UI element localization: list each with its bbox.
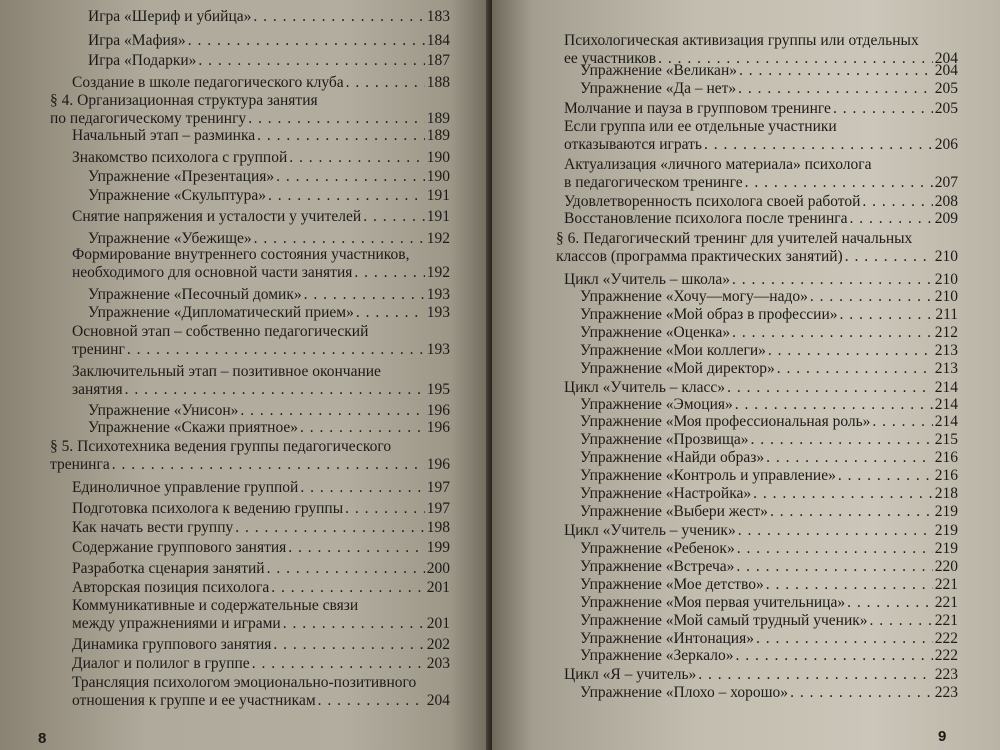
toc-entry bbox=[88, 8, 450, 26]
toc-entry-page: 200 bbox=[426, 560, 450, 577]
toc-entry bbox=[72, 479, 450, 497]
toc-entry-page: 203 bbox=[426, 655, 450, 672]
toc-entry-page: 184 bbox=[426, 32, 450, 49]
toc-entry-page: 222 bbox=[934, 647, 958, 664]
toc-entry-page: 207 bbox=[934, 174, 958, 191]
toc-entry-title: Упражнение «Песочный домик» bbox=[88, 286, 302, 303]
toc-entry-page: 189 bbox=[426, 127, 450, 144]
toc-entry-title-continued: классов (программа практических занятий) bbox=[556, 248, 843, 265]
toc-entry-page: 219 bbox=[934, 540, 958, 557]
toc-entry bbox=[88, 402, 450, 420]
toc-entry-title: Психологическая активизация группы или отдельных bbox=[564, 32, 919, 49]
toc-entry-page: 196 bbox=[426, 456, 450, 473]
toc-entry-page: 188 bbox=[426, 74, 450, 91]
toc-entry bbox=[88, 187, 450, 205]
dot-leader bbox=[698, 666, 932, 684]
toc-entry-page: 196 bbox=[426, 419, 450, 436]
toc-entry-page: 197 bbox=[426, 479, 450, 496]
toc-entry-title: Единоличное управление группой bbox=[72, 479, 299, 496]
dot-leader bbox=[862, 193, 932, 211]
toc-entry-title: Упражнение «Прозвища» bbox=[580, 431, 749, 448]
toc-entry bbox=[564, 379, 958, 397]
toc-entry-page: 221 bbox=[934, 594, 958, 611]
toc-entry bbox=[72, 149, 450, 167]
dot-leader bbox=[737, 540, 933, 558]
toc-entry-page: 190 bbox=[426, 168, 450, 185]
dot-leader bbox=[288, 539, 424, 557]
dot-leader bbox=[751, 431, 933, 449]
toc-entry-title: Упражнение «Унисон» bbox=[88, 402, 239, 419]
toc-entry-title: Заключительный этап – позитивное окончание bbox=[72, 363, 381, 380]
left-page-number: 8 bbox=[38, 730, 47, 747]
toc-entry-title-continued: по педагогическому тренингу bbox=[50, 110, 247, 127]
dot-leader bbox=[833, 100, 933, 118]
toc-entry bbox=[72, 74, 450, 92]
toc-entry bbox=[580, 80, 958, 98]
toc-entry-page: 211 bbox=[935, 306, 958, 323]
dot-leader bbox=[845, 248, 933, 266]
toc-entry-title-continued: отношения к группе и ее участникам bbox=[72, 692, 316, 709]
toc-entry bbox=[564, 193, 958, 211]
toc-entry-title: § 6. Педагогический тренинг для учителей начальных bbox=[556, 230, 913, 247]
toc-entry-title: Упражнение «Скульптура» bbox=[88, 187, 267, 204]
toc-entry-page: 197 bbox=[426, 500, 450, 517]
toc-entry bbox=[580, 485, 958, 503]
toc-entry-page: 205 bbox=[934, 80, 958, 97]
toc-entry bbox=[72, 597, 450, 633]
toc-entry bbox=[72, 539, 450, 557]
dot-leader bbox=[271, 579, 425, 597]
toc-entry-title: Формирование внутреннего состояния участников, bbox=[72, 246, 410, 263]
dot-leader bbox=[770, 503, 933, 521]
toc-entry-title: Диалог и полилог в группе bbox=[72, 655, 250, 672]
toc-entry-title: Цикл «Я – учитель» bbox=[564, 666, 697, 683]
toc-entry-page: 222 bbox=[934, 630, 958, 647]
dot-leader bbox=[847, 594, 933, 612]
toc-entry-title-continued: необходимого для основной части занятия bbox=[72, 264, 353, 281]
toc-entry bbox=[580, 342, 958, 360]
dot-leader bbox=[756, 630, 933, 648]
dot-leader bbox=[198, 52, 424, 70]
toc-entry-title: Упражнение «Моя профессиональная роль» bbox=[580, 413, 871, 430]
toc-entry-title-continued: ее участников bbox=[564, 50, 657, 67]
toc-entry-title: Упражнение «Зеркало» bbox=[580, 647, 734, 664]
dot-leader bbox=[727, 379, 933, 397]
dot-leader bbox=[704, 136, 933, 154]
dot-leader bbox=[872, 413, 932, 431]
toc-entry-title: Игра «Мафия» bbox=[88, 32, 186, 49]
dot-leader bbox=[283, 615, 425, 633]
toc-entry-title: Упражнение «Настройка» bbox=[580, 485, 752, 502]
toc-entry-page: 209 bbox=[934, 210, 958, 227]
toc-entry-title: Знакомство психолога с группой bbox=[72, 149, 288, 166]
toc-entry-page: 223 bbox=[934, 666, 958, 683]
toc-entry bbox=[580, 558, 958, 576]
toc-entry-title-continued: отказываются играть bbox=[564, 136, 702, 153]
toc-entry-title: Цикл «Учитель – класс» bbox=[564, 379, 726, 396]
toc-entry-title-continued: тренинга bbox=[50, 456, 110, 473]
toc-entry bbox=[564, 522, 958, 540]
toc-entry-title: Динамика группового занятия bbox=[72, 636, 272, 653]
toc-entry-page: 221 bbox=[934, 576, 958, 593]
toc-entry bbox=[580, 630, 958, 648]
toc-entry-title: Начальный этап – разминка bbox=[72, 127, 256, 144]
toc-entry bbox=[580, 306, 958, 324]
toc-entry bbox=[50, 438, 450, 474]
toc-entry-title: Упражнение «Хочу—могу—надо» bbox=[580, 288, 808, 305]
toc-entry-page: 214 bbox=[934, 413, 958, 430]
toc-entry-title: Удовлетворенность психолога своей работой bbox=[564, 193, 861, 210]
toc-entry-title: Упражнение «Мой директор» bbox=[580, 360, 775, 377]
dot-leader bbox=[112, 456, 425, 474]
toc-entry-page: 205 bbox=[934, 100, 958, 117]
dot-leader bbox=[235, 519, 424, 537]
dot-leader bbox=[790, 684, 933, 702]
toc-entry bbox=[564, 156, 958, 192]
toc-entry bbox=[580, 540, 958, 558]
dot-leader bbox=[738, 80, 933, 98]
toc-entry bbox=[72, 500, 450, 518]
toc-entry-title: Молчание и пауза в групповом тренинге bbox=[564, 100, 831, 117]
toc-entry-title: § 4. Организационная структура занятия bbox=[50, 92, 318, 109]
dot-leader bbox=[738, 522, 933, 540]
dot-leader bbox=[300, 419, 425, 437]
dot-leader bbox=[304, 286, 425, 304]
toc-entry-page: 201 bbox=[426, 615, 450, 632]
toc-entry-page: 208 bbox=[934, 193, 958, 210]
toc-entry-title: Упражнение «Убежище» bbox=[88, 230, 252, 247]
toc-entry-page: 192 bbox=[426, 230, 450, 247]
toc-entry bbox=[88, 52, 450, 70]
toc-entry bbox=[72, 246, 450, 282]
toc-entry-page: 193 bbox=[426, 286, 450, 303]
toc-entry bbox=[88, 304, 450, 322]
toc-entry-title: Упражнение «Интонация» bbox=[580, 630, 754, 647]
toc-entry bbox=[580, 612, 958, 630]
toc-entry-title-continued: тренинг bbox=[72, 341, 125, 358]
toc-entry bbox=[580, 288, 958, 306]
toc-entry bbox=[564, 118, 958, 154]
dot-leader bbox=[735, 647, 932, 665]
toc-entry bbox=[72, 323, 450, 359]
toc-entry-title: Упражнение «Мой самый трудный ученик» bbox=[580, 612, 868, 629]
dot-leader bbox=[257, 127, 425, 145]
dot-leader bbox=[248, 110, 425, 128]
toc-entry-page: 220 bbox=[934, 558, 958, 575]
toc-entry bbox=[72, 127, 450, 145]
dot-leader bbox=[273, 636, 424, 654]
dot-leader bbox=[732, 324, 933, 342]
dot-leader bbox=[735, 396, 933, 414]
toc-entry bbox=[88, 168, 450, 186]
toc-entry-title: Упражнение «Мои коллеги» bbox=[580, 342, 766, 359]
toc-entry-title-continued: между упражнениями и играми bbox=[72, 615, 281, 632]
toc-entry-page: 193 bbox=[426, 341, 450, 358]
toc-entry-title-continued: занятия bbox=[72, 381, 123, 398]
toc-entry-title: Подготовка психолога к ведению группы bbox=[72, 500, 344, 517]
dot-leader bbox=[318, 692, 425, 710]
toc-entry-title: Упражнение «Мой образ в профессии» bbox=[580, 306, 838, 323]
toc-entry bbox=[580, 467, 958, 485]
toc-entry bbox=[72, 519, 450, 537]
toc-entry bbox=[72, 363, 450, 399]
toc-entry-page: 213 bbox=[934, 360, 958, 377]
toc-entry-page: 216 bbox=[934, 449, 958, 466]
dot-leader bbox=[253, 8, 424, 26]
toc-entry bbox=[580, 594, 958, 612]
toc-entry-page: 191 bbox=[426, 187, 450, 204]
toc-entry bbox=[556, 230, 958, 266]
dot-leader bbox=[753, 485, 933, 503]
toc-entry-page: 195 bbox=[426, 381, 450, 398]
toc-entry-title: Трансляция психологом эмоционально-позитивного bbox=[72, 674, 417, 691]
dot-leader bbox=[125, 381, 425, 399]
toc-entry-title: Упражнение «Эмоция» bbox=[580, 396, 733, 413]
dot-leader bbox=[363, 208, 425, 226]
toc-entry-page: 201 bbox=[426, 579, 450, 596]
toc-entry-page: 189 bbox=[426, 110, 450, 127]
toc-entry-title: Упражнение «Скажи приятное» bbox=[88, 419, 299, 436]
dot-leader bbox=[188, 32, 425, 50]
toc-entry-page: 218 bbox=[934, 485, 958, 502]
toc-entry-page: 214 bbox=[934, 379, 958, 396]
dot-leader bbox=[356, 304, 425, 322]
toc-entry-page: 215 bbox=[934, 431, 958, 448]
dot-leader bbox=[276, 168, 425, 186]
toc-entry-page: 204 bbox=[426, 692, 450, 709]
toc-entry-title: Игра «Подарки» bbox=[88, 52, 197, 69]
dot-leader bbox=[766, 449, 933, 467]
toc-entry-page: 221 bbox=[934, 612, 958, 629]
right-page-number: 9 bbox=[938, 728, 947, 745]
toc-entry-title: Содержание группового занятия bbox=[72, 539, 287, 556]
toc-entry-page: 213 bbox=[934, 342, 958, 359]
toc-entry-title: Разработка сценария занятий bbox=[72, 560, 265, 577]
dot-leader bbox=[766, 576, 933, 594]
toc-entry bbox=[72, 655, 450, 673]
toc-entry bbox=[72, 674, 450, 710]
toc-entry bbox=[72, 208, 450, 226]
dot-leader bbox=[777, 360, 933, 378]
dot-leader bbox=[289, 149, 424, 167]
toc-entry bbox=[72, 636, 450, 654]
toc-entry bbox=[580, 62, 958, 80]
toc-entry-title: Упражнение «Плохо – хорошо» bbox=[580, 684, 789, 701]
toc-entry bbox=[72, 579, 450, 597]
toc-entry-title: Упражнение «Да – нет» bbox=[580, 80, 737, 97]
toc-entry bbox=[580, 413, 958, 431]
toc-entry-title: Снятие напряжения и усталости у учителей bbox=[72, 208, 362, 225]
dot-leader bbox=[346, 74, 425, 92]
toc-entry-title: Упражнение «Моя первая учительница» bbox=[580, 594, 846, 611]
dot-leader bbox=[240, 402, 424, 420]
dot-leader bbox=[810, 288, 933, 306]
toc-entry bbox=[580, 396, 958, 414]
toc-entry-title: Упражнение «Встреча» bbox=[580, 558, 735, 575]
toc-entry bbox=[88, 419, 450, 437]
toc-entry-page: 212 bbox=[934, 324, 958, 341]
toc-entry-page: 210 bbox=[934, 248, 958, 265]
toc-entry-page: 204 bbox=[934, 62, 958, 79]
toc-entry bbox=[564, 210, 958, 228]
right-page bbox=[492, 0, 1000, 750]
toc-entry-page: 191 bbox=[426, 208, 450, 225]
toc-entry-title: Упражнение «Выбери жест» bbox=[580, 503, 768, 520]
toc-entry-title: Игра «Шериф и убийца» bbox=[88, 8, 252, 25]
toc-entry-title: Основной этап – собственно педагогический bbox=[72, 323, 369, 340]
toc-entry bbox=[72, 560, 450, 578]
toc-entry-page: 187 bbox=[426, 52, 450, 69]
toc-entry-page: 199 bbox=[426, 539, 450, 556]
toc-entry-title: Восстановление психолога после тренинга bbox=[564, 210, 848, 227]
toc-entry bbox=[580, 360, 958, 378]
dot-leader bbox=[768, 342, 933, 360]
toc-entry-title: Упражнение «Ребенок» bbox=[580, 540, 735, 557]
toc-entry-page: 214 bbox=[934, 396, 958, 413]
toc-entry-title: Упражнение «Найди образ» bbox=[580, 449, 765, 466]
toc-entry bbox=[580, 431, 958, 449]
toc-entry-page: 210 bbox=[934, 288, 958, 305]
dot-leader bbox=[268, 187, 425, 205]
toc-entry-page: 192 bbox=[426, 264, 450, 281]
toc-entry-title: Коммуникативные и содержательные связи bbox=[72, 597, 359, 614]
dot-leader bbox=[840, 306, 934, 324]
toc-entry bbox=[580, 647, 958, 665]
dot-leader bbox=[354, 264, 424, 282]
toc-entry bbox=[580, 324, 958, 342]
dot-leader bbox=[127, 341, 425, 359]
toc-entry bbox=[88, 286, 450, 304]
toc-entry-title: Актуализация «личного материала» психолога bbox=[564, 156, 872, 173]
toc-entry bbox=[580, 503, 958, 521]
dot-leader bbox=[736, 558, 932, 576]
toc-entry bbox=[564, 271, 958, 289]
dot-leader bbox=[267, 560, 425, 578]
toc-entry-title: Если группа или ее отдельные участники bbox=[564, 118, 837, 135]
dot-leader bbox=[300, 479, 424, 497]
toc-entry-page: 193 bbox=[426, 304, 450, 321]
toc-entry-title: Создание в школе педагогического клуба bbox=[72, 74, 344, 91]
toc-entry-page: 219 bbox=[934, 503, 958, 520]
toc-entry-title: Цикл «Учитель – школа» bbox=[564, 271, 730, 288]
dot-leader bbox=[345, 500, 425, 518]
toc-entry bbox=[580, 684, 958, 702]
dot-leader bbox=[838, 467, 933, 485]
toc-entry-title: Как начать вести группу bbox=[72, 519, 234, 536]
toc-entry-page: 196 bbox=[426, 402, 450, 419]
toc-entry-page: 204 bbox=[934, 50, 958, 67]
toc-entry-title-continued: в педагогическом тренинге bbox=[564, 174, 743, 191]
toc-entry-page: 223 bbox=[934, 684, 958, 701]
dot-leader bbox=[739, 62, 933, 80]
toc-entry-page: 198 bbox=[426, 519, 450, 536]
toc-entry bbox=[88, 32, 450, 50]
toc-entry-page: 210 bbox=[934, 271, 958, 288]
toc-entry-page: 216 bbox=[934, 467, 958, 484]
toc-entry-page: 190 bbox=[426, 149, 450, 166]
dot-leader bbox=[849, 210, 932, 228]
dot-leader bbox=[870, 612, 933, 630]
left-page bbox=[0, 0, 490, 750]
toc-entry-title: Упражнение «Дипломатический прием» bbox=[88, 304, 354, 321]
toc-entry-title: Упражнение «Контроль и управление» bbox=[580, 467, 836, 484]
toc-entry-page: 202 bbox=[426, 636, 450, 653]
toc-entry-title: Цикл «Учитель – ученик» bbox=[564, 522, 736, 539]
toc-entry bbox=[580, 449, 958, 467]
toc-entry-title: § 5. Психотехника ведения группы педагогического bbox=[50, 438, 392, 455]
toc-entry bbox=[50, 92, 450, 128]
toc-entry bbox=[564, 666, 958, 684]
toc-entry-page: 219 bbox=[934, 522, 958, 539]
toc-entry-page: 183 bbox=[426, 8, 450, 25]
toc-entry bbox=[580, 576, 958, 594]
toc-entry-page: 206 bbox=[934, 136, 958, 153]
dot-leader bbox=[745, 174, 933, 192]
dot-leader bbox=[732, 271, 933, 289]
toc-entry-title: Упражнение «Оценка» bbox=[580, 324, 731, 341]
toc-entry-title: Упражнение «Презентация» bbox=[88, 168, 275, 185]
toc-entry-title: Авторская позиция психолога bbox=[72, 579, 270, 596]
toc-entry-title: Упражнение «Великан» bbox=[580, 62, 737, 79]
toc-entry-title: Упражнение «Мое детство» bbox=[580, 576, 764, 593]
dot-leader bbox=[252, 655, 425, 673]
toc-entry bbox=[564, 100, 958, 118]
